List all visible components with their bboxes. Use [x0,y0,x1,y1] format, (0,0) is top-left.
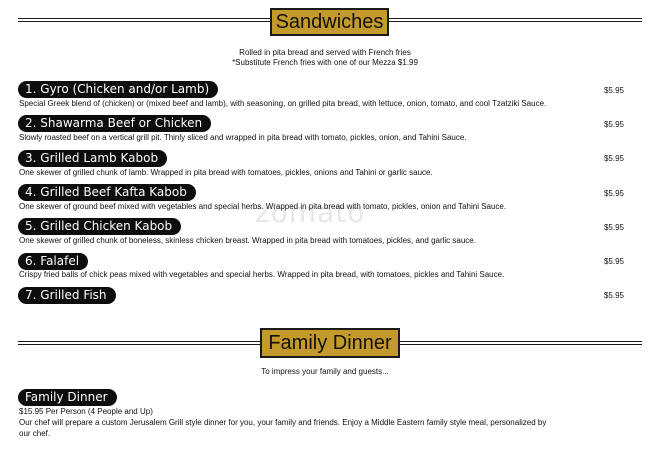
menu-item-name: 4. Grilled Beef Kafta Kabob [18,184,196,201]
menu-item-name: 1. Gyro (Chicken and/or Lamb) [18,81,218,98]
family-intro: To impress your family and guests... [261,367,389,376]
watermark: zomato [255,196,366,229]
sandwiches-intro-line2: *Substitute French fries with one of our Mezza $1.99 [232,58,418,67]
family-description-line2: our chef. [19,429,51,438]
family-description-line1: Our chef will prepare a custom Jerusalem Grill style dinner for you, your family and friends. Enjoy a Middle Eastern family style meal, personalized by [19,418,547,427]
menu-item-name: 3. Grilled Lamb Kabob [18,150,167,167]
menu-item-name: 2. Shawarma Beef or Chicken [18,115,211,132]
sandwiches-heading: Sandwiches [270,8,389,36]
menu-item-description: Crispy fried balls of chick peas mixed with vegetables and special herbs. Wrapped in pita bread, with tomatoes, pickles and Tahini Sauce. [19,270,505,279]
menu-item-name: 6. Falafel [18,253,88,270]
menu-item-description: Special Greek blend of (chicken) or (mixed beef and lamb), with seasoning, on grilled pita bread, with lettuce, onion, tomato, and cool Tzatziki Sauce. [19,99,547,108]
menu-item-description: One skewer of ground beef mixed with vegetables and special herbs. Wrapped in pita bread with tomato, pickles, onion and Tahini Sauce. [19,202,507,211]
sandwiches-intro-line1: Rolled in pita bread and served with French fries [239,48,411,57]
family-item-name: Family Dinner [18,389,117,406]
menu-item-price: $5.95 [603,86,624,95]
menu-item-description: Slowly roasted beef on a vertical grill pit. Thinly sliced and wrapped in pita bread with tomato, pickles, onion, and Tahini Sauce. [19,133,467,142]
menu-item-description: One skewer of grilled chunk of boneless, skinless chicken breast. Wrapped in pita bread with tomatoes, pickles, and garlic sauce. [19,236,476,245]
menu-item-price: $5.95 [603,189,624,198]
menu-item-name: 5. Grilled Chicken Kabob [18,218,181,235]
family-price-line: $15.95 Per Person (4 People and Up) [19,407,153,416]
menu-item-price: $5.95 [603,291,624,300]
menu-item-price: $5.95 [603,120,624,129]
menu-item-description: One skewer of grilled chunk of lamb. Wrapped in pita bread with tomatoes, pickles, onions and Tahini or garlic sauce. [19,168,433,177]
menu-item-price: $5.95 [603,257,624,266]
menu-item-price: $5.95 [603,154,624,163]
family-dinner-heading: Family Dinner [260,328,400,358]
menu-item-price: $5.95 [603,223,624,232]
menu-item-name: 7. Grilled Fish [18,287,116,304]
